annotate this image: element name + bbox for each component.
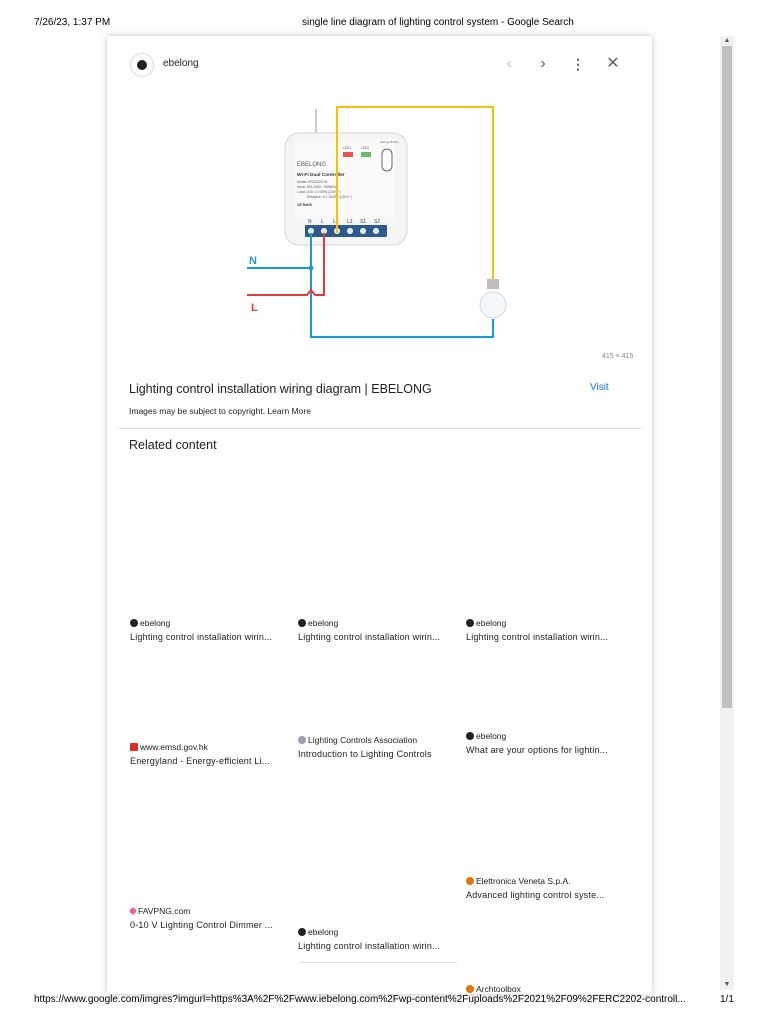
neutral-junction — [309, 266, 314, 271]
terminal-label-s1: S1 — [360, 219, 367, 225]
ebelong-icon — [298, 619, 306, 627]
related-card[interactable] — [130, 618, 290, 642]
lca-icon — [298, 736, 306, 744]
related-title: Energyland - Energy-efficient Li... — [130, 756, 270, 766]
print-url: https://www.google.com/imgres?imgurl=https%3A%2F%2Fwww.iebelong.com%2Fwp-content%2Fuploads%2F2021%2F09%2FERC2202-controll... — [34, 994, 686, 1005]
more-vert-icon[interactable]: ⋮ — [571, 56, 585, 72]
image-dimensions: 415 × 415 — [602, 353, 634, 360]
related-title: What are your options for lightin... — [466, 745, 608, 755]
related-source: ebelong — [308, 618, 339, 628]
spec-load-led: Load: LED: 2 x 50W (220V~) — [297, 190, 341, 194]
ebelong-favicon-icon — [131, 54, 153, 76]
related-source: ebelong — [476, 618, 507, 628]
scroll-down-icon[interactable]: ▼ — [723, 981, 731, 988]
related-title: Lighting control installation wirin... — [130, 632, 273, 642]
related-title: 0-10 V Lighting Control Dimmer ... — [130, 920, 273, 930]
scrollbar[interactable] — [720, 36, 734, 990]
archtoolbox-icon — [466, 985, 474, 993]
related-source: Elettronica Veneta S.p.A. — [476, 876, 571, 886]
learn-more-link[interactable]: Learn More — [267, 406, 311, 416]
pairing-label: Pairing Button — [380, 140, 399, 144]
related-card[interactable] — [466, 618, 626, 642]
divider — [119, 428, 641, 429]
ebelong-icon — [466, 732, 474, 740]
related-source: Lighting Controls Association — [308, 735, 418, 745]
led1-label: LED1 — [343, 146, 351, 150]
terminal-label-s2: S2 — [374, 219, 381, 225]
site-name: ebelong — [163, 58, 199, 69]
favpng-icon — [129, 907, 137, 915]
related-source: FAVPNG.com — [138, 906, 191, 916]
led2-indicator — [361, 152, 371, 157]
result-title[interactable]: Lighting control installation wiring diagram | EBELONG — [129, 382, 432, 396]
spec-model: Model: ERC2202-W — [297, 180, 328, 184]
emsd-icon — [130, 743, 138, 751]
related-card[interactable] — [466, 984, 626, 994]
related-card[interactable] — [298, 735, 458, 759]
lamp-bulb-icon — [480, 292, 506, 318]
print-page-number: 1/1 — [720, 994, 734, 1005]
led2-label: LED2 — [361, 146, 369, 150]
related-source: ebelong — [476, 731, 507, 741]
related-content-heading: Related content — [129, 438, 217, 452]
terminal-label-l: L — [321, 219, 324, 225]
print-date: 7/26/23, 1:37 PM — [34, 17, 111, 28]
ebelong-icon — [298, 928, 306, 936]
chevron-left-icon[interactable]: ‹ — [506, 55, 512, 72]
thumb-border — [301, 962, 457, 963]
copyright-notice — [129, 406, 311, 416]
ebelong-icon — [130, 619, 138, 627]
ebelong-icon — [466, 619, 474, 627]
related-title: Advanced lighting control syste... — [466, 890, 605, 900]
terminal-label-l2a: L2 — [333, 219, 339, 225]
elettronica-icon — [466, 877, 474, 885]
related-title: Lighting control installation wirin... — [466, 632, 609, 642]
related-card[interactable] — [298, 927, 458, 951]
spec-input: Input: 100-240V~ 50/60Hz — [297, 185, 337, 189]
terminal-label-l2b: L2 — [347, 219, 353, 225]
visit-button[interactable]: Visit — [590, 382, 609, 393]
related-source: ebelong — [140, 618, 171, 628]
related-card[interactable] — [466, 876, 626, 900]
spec-load-res: Resistive: 2 x 1100W (220V~) — [307, 195, 352, 199]
related-title: Lighting control installation wirin... — [298, 941, 441, 951]
print-title: single line diagram of lighting control system - Google Search — [302, 17, 574, 28]
device-brand: EBELONG — [297, 162, 327, 168]
related-source: ebelong — [308, 927, 339, 937]
scroll-thumb[interactable] — [722, 46, 732, 708]
neutral-to-lamp — [311, 306, 493, 337]
related-card[interactable] — [466, 731, 626, 755]
scroll-up-icon[interactable]: ▲ — [723, 37, 731, 44]
related-title: Lighting control installation wirin... — [298, 632, 441, 642]
wiring-diagram-image[interactable] — [237, 99, 507, 349]
terminal-label-n: N — [308, 219, 312, 225]
related-title: Introduction to Lighting Controls — [298, 749, 432, 759]
neutral-label: N — [249, 255, 257, 267]
live-label: L — [251, 302, 258, 314]
device-name: Wi-Fi Dual Controller — [297, 173, 345, 178]
related-source: www.emsd.gov.hk — [140, 742, 208, 752]
related-card[interactable] — [130, 742, 290, 766]
copyright-text: Images may be subject to copyright. — [129, 406, 266, 416]
related-source: Archtoolbox — [476, 984, 521, 994]
led1-indicator — [343, 152, 353, 157]
related-card[interactable] — [298, 618, 458, 642]
lamp-socket — [487, 279, 499, 289]
close-icon[interactable]: ✕ — [606, 55, 620, 72]
image-viewer-panel — [107, 36, 652, 994]
cert-marks: CE RoHS — [297, 203, 312, 207]
related-card[interactable] — [130, 906, 290, 930]
pairing-button — [382, 149, 392, 171]
chevron-right-icon[interactable]: › — [540, 55, 546, 72]
